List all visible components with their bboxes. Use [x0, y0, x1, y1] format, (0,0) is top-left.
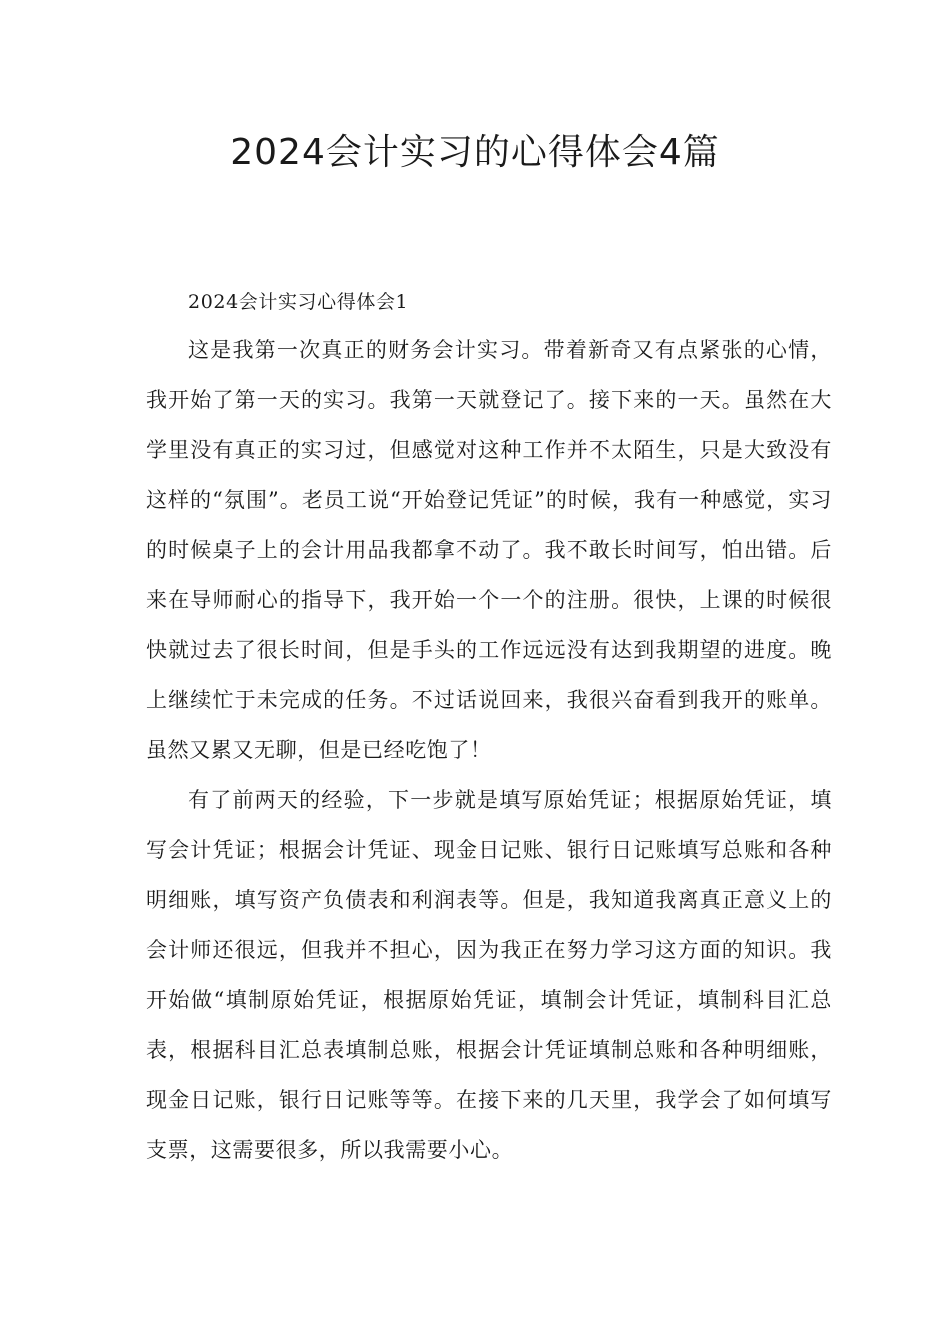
paragraph-2: 有了前两天的经验，下一步就是填写原始凭证；根据原始凭证，填写会计凭证；根据会计凭证、现金日记账、银行日记账填写总账和各种明细账，填写资产负债表和利润表等。但是，我知道我离真正意义上的会计师还很远，但我并不担心，因为我正在努力学习这方面的知识。我开始做“填制原始凭证，根据原始凭证，填制会计凭证，填制科目汇总表，根据科目汇总表填制总账，根据会计凭证填制总账和各种明细账，现金日记账，银行日记账等等。在接下来的几天里，我学会了如何填写支票，这需要很多，所以我需要小心。 — [146, 788, 832, 1162]
document-title: 2024会计实习的心得体会4篇 — [230, 132, 720, 173]
document-body — [146, 279, 832, 1175]
paragraph-1: 这是我第一次真正的财务会计实习。带着新奇又有点紧张的心情，我开始了第一天的实习。我第一天就登记了。接下来的一天。虽然在大学里没有真正的实习过，但感觉对这种工作并不太陌生，只是大致没有这样的“氛围”。老员工说“开始登记凭证”的时候，我有一种感觉，实习的时候桌子上的会计用品我都拿不动了。我不敢长时间写，怕出错。后来在导师耐心的指导下，我开始一个一个的注册。很快，上课的时候很快就过去了很长时间，但是手头的工作远远没有达到我期望的进度。晚上继续忙于未完成的任务。不过话说回来，我很兴奋看到我开的账单。虽然又累又无聊，但是已经吃饱了！ — [146, 338, 832, 762]
section-heading: 2024会计实习心得体会1 — [188, 291, 409, 313]
